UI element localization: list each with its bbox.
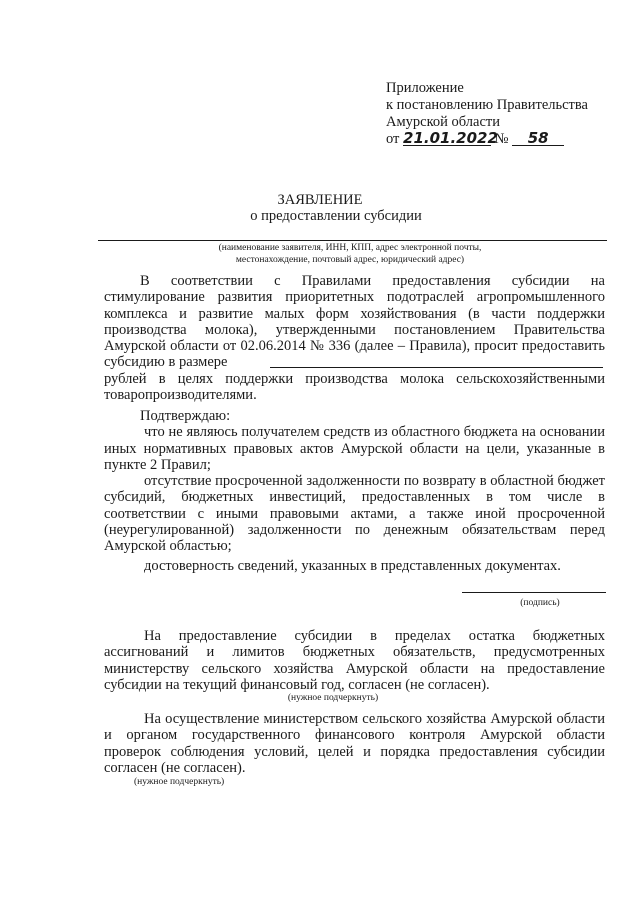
- request-line: производства молока), утвержденными постановлением Правительства: [104, 321, 605, 338]
- confirm-line: иных нормативных правовых актов Амурской области на цели, указанные в: [104, 440, 605, 457]
- request-line: рублей в целях поддержки производства молока сельскохозяйственными: [104, 370, 605, 387]
- consent-line: субсидии на текущий финансовый год, согласен (не согласен).: [104, 676, 490, 693]
- handwritten-date: 21.01.2022: [403, 129, 498, 147]
- confirm-line: отсутствие просроченной задолженности по возврату в областной бюджет: [144, 473, 605, 490]
- consent-line: министерству сельского хозяйства Амурской области на предоставление: [104, 660, 605, 677]
- document-subtitle: о предоставлении субсидии: [250, 208, 422, 224]
- document-title: ЗАЯВЛЕНИЕ: [277, 192, 363, 208]
- signature-label: (подпись): [520, 598, 560, 608]
- request-line: В соответствии с Правилами предоставления субсидии на: [140, 273, 605, 289]
- number-prefix: №: [494, 131, 509, 147]
- date-prefix: от: [386, 131, 400, 147]
- confirm-line: пункте 2 Правил;: [104, 456, 211, 473]
- handwritten-number: 58: [512, 131, 564, 146]
- confirm-line: субсидий, бюджетных инвестиций, предоставленных в том числе в: [104, 489, 605, 506]
- underline-hint: (нужное подчеркнуть): [287, 693, 379, 703]
- amount-field-line: [270, 367, 603, 368]
- resolution-ref: к постановлению Правительства: [386, 97, 588, 113]
- applicant-hint-line2: местонахождение, почтовый адрес, юридический адрес): [235, 255, 465, 265]
- request-line: товаропроизводителями.: [104, 387, 257, 404]
- request-line: комплекса и развитие малых форм хозяйствования (в части поддержки: [104, 305, 605, 322]
- confirm-line: Амурской областью;: [104, 538, 232, 555]
- inspection-consent-paragraph: [104, 711, 605, 776]
- budget-consent-paragraph: [104, 628, 605, 693]
- request-line: стимулирование развития приоритетных подотраслей агропромышленного: [104, 289, 605, 306]
- request-line: Амурской области от 02.06.2014 № 336 (далее – Правила), просит предоставить: [104, 338, 605, 355]
- appendix-label: Приложение: [386, 80, 464, 96]
- appendix-header: [386, 80, 588, 148]
- signature-line: [462, 592, 606, 593]
- region-name: Амурской области: [386, 114, 500, 130]
- consent-line: и органом государственного финансового контроля Амурской области: [104, 727, 605, 744]
- underline-hint: (нужное подчеркнуть): [134, 777, 225, 787]
- confirm-line: достоверность сведений, указанных в представленных документах.: [144, 557, 561, 574]
- applicant-hint-line1: (наименование заявителя, ИНН, КПП, адрес электронной почты,: [218, 243, 482, 253]
- amount-line: [104, 354, 605, 370]
- confirm-line: что не являюсь получателем средств из областного бюджета на основании: [144, 424, 605, 441]
- applicant-field-line: [98, 240, 607, 241]
- consent-line: На предоставление субсидии в пределах остатка бюджетных: [144, 628, 605, 644]
- confirm-line: (неурегулированной) задолженности по денежным обязательствам перед: [104, 522, 605, 539]
- consent-line: На осуществление министерством сельского хозяйства Амурской области: [144, 711, 605, 727]
- date-number-line: [386, 131, 588, 148]
- confirm-heading: Подтверждаю:: [140, 408, 231, 424]
- request-paragraph: [104, 273, 605, 403]
- consent-line: ассигнований и лимитов бюджетных обязательств, предусмотренных: [104, 644, 605, 661]
- request-line: субсидию в размере: [104, 354, 228, 371]
- consent-line: проверок соблюдения условий, целей и порядка предоставления субсидии: [104, 743, 605, 760]
- consent-line: согласен (не согласен).: [104, 759, 246, 776]
- confirm-line: соответствии с иными правовыми актами, а также иной просроченной: [104, 505, 605, 522]
- confirmation-block: [104, 408, 605, 574]
